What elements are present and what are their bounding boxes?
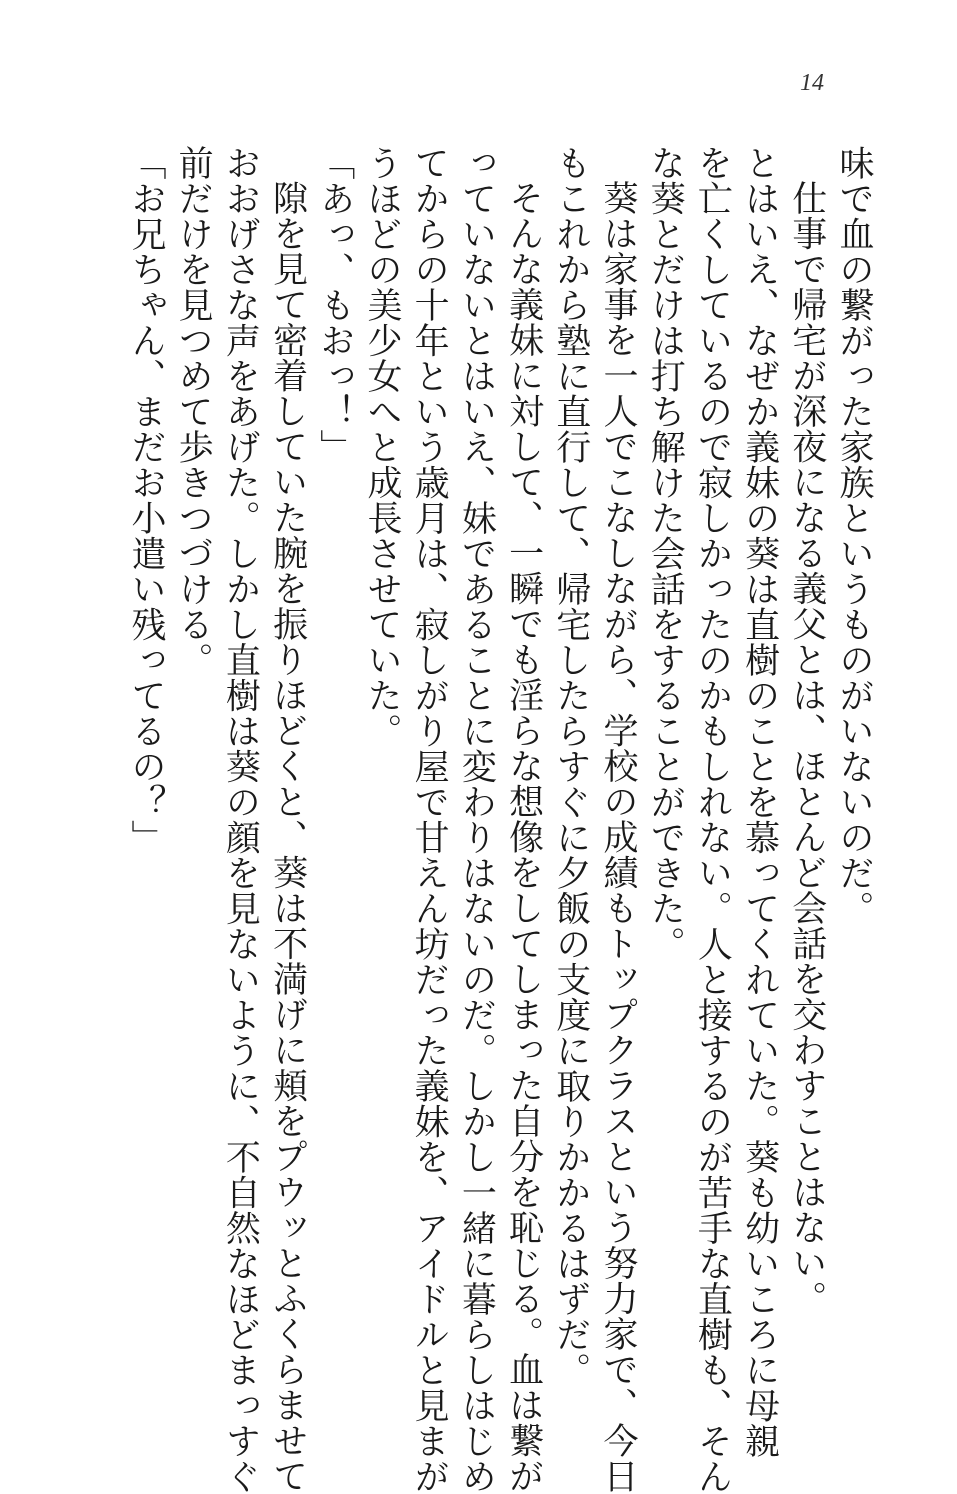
text-line: 味で血の繋がった家族というものがいないのだ。 [834,145,874,926]
text-line: 葵は家事を一人でこなしながら、学校の成績もトップクラスという努力家で、今日 [597,180,638,1494]
text-line: 前だけを見つめて歩きつづける。 [173,145,214,678]
text-line: な葵とだけは打ち解けた会話をすることができた。 [645,145,686,962]
text-line: 隙を見て密着していた腕を振りほどくと、葵は不満げに頬をプウッとふくらませて [267,180,308,1494]
vertical-text-body [122,145,877,1494]
page-number: 14 [800,70,824,96]
text-line: うほどの美少女へと成長させていた。 [361,145,402,749]
text-line: を亡くしているので寂しかったのかもしれない。人と接するのが苦手な直樹も、そん [692,145,733,1494]
text-line: おおげさな声をあげた。しかし直樹は葵の顔を見ないように、不自然なほどまっすぐ [220,145,261,1494]
text-line: そんな義妹に対して、一瞬でも淫らな想像をしてしまった自分を恥じる。血は繋が [503,180,544,1494]
text-line: っていないとはいえ、妹であることに変わりはないのだ。しかし一緒に暮らしはじめ [456,145,497,1494]
text-line: 「あっ、もおっ！」 [314,145,355,465]
text-line: 「お兄ちゃん、まだお小遣い残ってるの？」 [125,145,166,855]
text-line: てからの十年という歳月は、寂しがり屋で甘えん坊だった義妹を、アイドルと見まが [409,145,450,1494]
text-line: とはいえ、なぜか義妹の葵は直樹のことを慕ってくれていた。葵も幼いころに母親 [739,145,780,1459]
text-line: もこれから塾に直行して、帰宅したらすぐに夕飯の支度に取りかかるはずだ。 [550,145,591,1388]
text-line: 仕事で帰宅が深夜になる義父とは、ほとんど会話を交わすことはない。 [786,180,827,1316]
